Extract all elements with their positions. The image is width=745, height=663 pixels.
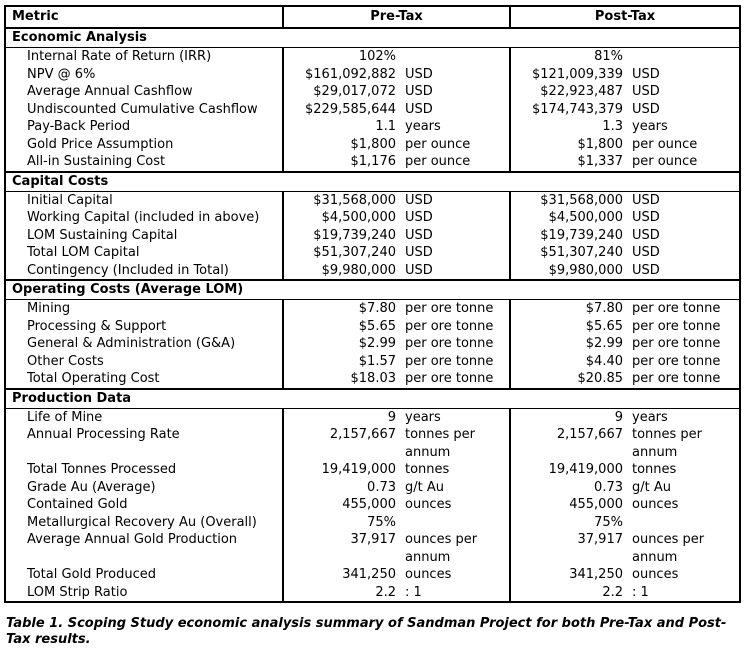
value-unit: tonnes xyxy=(405,462,450,477)
section-header: Capital Costs xyxy=(6,173,739,192)
table-row xyxy=(6,531,739,566)
value-number: 455,000 xyxy=(569,497,623,512)
metric-label: Working Capital (included in above) xyxy=(27,210,260,225)
post-tax-value xyxy=(509,209,739,227)
value-number: 9 xyxy=(614,409,623,425)
post-tax-value xyxy=(509,66,739,84)
value-unit: ounces xyxy=(405,567,452,582)
value-number: $1,800 xyxy=(350,136,396,152)
post-tax-value xyxy=(509,461,739,479)
metric-label: Gold Price Assumption xyxy=(27,136,174,152)
post-tax-value xyxy=(509,192,739,210)
value-unit: per ore tonne xyxy=(632,336,721,351)
pre-tax-value xyxy=(282,531,509,566)
metric-label: Life of Mine xyxy=(27,409,103,425)
value-unit: : 1 xyxy=(632,584,649,600)
post-tax-value xyxy=(509,300,739,318)
pre-tax-value xyxy=(282,209,509,227)
column-header-post-tax: Post-Tax xyxy=(509,7,739,27)
post-tax-value xyxy=(509,262,739,280)
value-unit: USD xyxy=(632,66,660,82)
value-unit: ounces xyxy=(632,497,679,512)
value-number: 341,250 xyxy=(342,567,396,582)
pre-tax-value xyxy=(282,192,509,210)
table-caption: Table 1. Scoping Study economic analysis summary of Sandman Project for both Pre-Tax and Post-Tax results. xyxy=(6,616,727,647)
pre-tax-value xyxy=(282,370,509,388)
pre-tax-value xyxy=(282,496,509,514)
value-number: 2.2 xyxy=(375,584,396,600)
pre-tax-value xyxy=(282,426,509,461)
value-number: 81% xyxy=(594,49,623,64)
pre-tax-value xyxy=(282,335,509,353)
post-tax-value xyxy=(509,244,739,262)
pre-tax-value xyxy=(282,262,509,280)
post-tax-value xyxy=(509,514,739,532)
post-tax-value xyxy=(509,566,739,584)
metric-label: Other Costs xyxy=(27,353,104,369)
post-tax-value xyxy=(509,153,739,171)
value-unit: USD xyxy=(632,101,660,117)
metric-label: Total LOM Capital xyxy=(27,245,140,260)
pre-tax-value xyxy=(282,461,509,479)
pre-tax-value xyxy=(282,83,509,101)
value-number: $4,500,000 xyxy=(548,210,623,225)
post-tax-value xyxy=(509,136,739,154)
table-row xyxy=(6,353,739,371)
value-number: $31,568,000 xyxy=(313,192,396,208)
value-number: 75% xyxy=(367,514,396,530)
post-tax-value xyxy=(509,48,739,66)
pre-tax-value xyxy=(282,514,509,532)
value-number: $5.65 xyxy=(358,318,396,334)
value-number: 19,419,000 xyxy=(321,462,396,477)
value-unit: USD xyxy=(405,192,433,208)
table-row xyxy=(6,514,739,532)
value-number: 455,000 xyxy=(342,497,396,512)
value-number: $29,017,072 xyxy=(313,84,396,99)
post-tax-value xyxy=(509,409,739,427)
metric-label: Annual Processing Rate xyxy=(27,427,180,442)
value-number: $20.85 xyxy=(577,371,623,386)
metric-label: LOM Sustaining Capital xyxy=(27,227,178,243)
section-header: Economic Analysis xyxy=(6,29,739,48)
table-row xyxy=(6,244,739,262)
value-number: $31,568,000 xyxy=(540,192,623,208)
value-number: 75% xyxy=(594,514,623,530)
section-operating-costs-average-lom xyxy=(6,279,739,388)
value-unit: per ore tonne xyxy=(632,371,721,386)
pre-tax-value xyxy=(282,353,509,371)
value-unit: USD xyxy=(405,210,433,225)
table-row xyxy=(6,136,739,154)
metric-label: Total Gold Produced xyxy=(27,567,157,582)
value-unit: : 1 xyxy=(405,584,422,600)
table-row xyxy=(6,370,739,388)
section-header: Production Data xyxy=(6,390,739,409)
value-number: $4.40 xyxy=(585,353,623,369)
value-unit: per ore tonne xyxy=(405,353,494,369)
section-header: Operating Costs (Average LOM) xyxy=(6,281,739,300)
column-header-metric: Metric xyxy=(12,9,59,24)
table-row xyxy=(6,101,739,119)
value-number: 0.73 xyxy=(594,479,623,495)
post-tax-value xyxy=(509,318,739,336)
post-tax-value xyxy=(509,496,739,514)
value-unit: tonnes per annum xyxy=(405,427,476,460)
table-row xyxy=(6,300,739,318)
value-number: $18.03 xyxy=(350,371,396,386)
post-tax-value xyxy=(509,479,739,497)
value-number: $9,980,000 xyxy=(548,262,623,278)
pre-tax-value xyxy=(282,300,509,318)
value-unit: ounces xyxy=(405,497,452,512)
value-number: 1.1 xyxy=(375,119,396,134)
value-unit: years xyxy=(405,409,441,425)
post-tax-value xyxy=(509,101,739,119)
metric-label: NPV @ 6% xyxy=(27,66,96,82)
section-production-data xyxy=(6,388,739,602)
pre-tax-value xyxy=(282,479,509,497)
metric-label: Internal Rate of Return (IRR) xyxy=(27,49,212,64)
table-row xyxy=(6,426,739,461)
value-number: $1.57 xyxy=(358,353,396,369)
pre-tax-value xyxy=(282,48,509,66)
value-number: $7.80 xyxy=(358,301,396,316)
value-number: $1,800 xyxy=(577,136,623,152)
value-number: $161,092,882 xyxy=(305,66,396,82)
value-number: 19,419,000 xyxy=(548,462,623,477)
metric-label: Processing & Support xyxy=(27,318,167,334)
table-row xyxy=(6,227,739,245)
economic-summary-table xyxy=(4,5,741,603)
table-row xyxy=(6,66,739,84)
value-unit: tonnes xyxy=(632,462,677,477)
value-number: $22,923,487 xyxy=(540,84,623,99)
post-tax-value xyxy=(509,584,739,602)
value-unit: per ore tonne xyxy=(632,301,721,316)
table-row xyxy=(6,566,739,584)
metric-label: Mining xyxy=(27,301,71,316)
value-unit: USD xyxy=(405,227,433,243)
metric-label: Contained Gold xyxy=(27,497,128,512)
post-tax-value xyxy=(509,370,739,388)
value-number: 1.3 xyxy=(602,119,623,134)
value-number: $19,739,240 xyxy=(540,227,623,243)
value-unit: USD xyxy=(405,101,433,117)
value-unit: per ounce xyxy=(632,154,698,169)
value-number: $121,009,339 xyxy=(532,66,623,82)
table-row xyxy=(6,262,739,280)
value-unit: per ore tonne xyxy=(632,353,721,369)
post-tax-value xyxy=(509,227,739,245)
metric-label: General & Administration (G&A) xyxy=(27,336,236,351)
metric-label: Pay-Back Period xyxy=(27,119,131,134)
value-unit: per ore tonne xyxy=(632,318,721,334)
value-number: 37,917 xyxy=(577,532,623,547)
value-number: 0.73 xyxy=(367,479,396,495)
value-number: 9 xyxy=(387,409,396,425)
metric-label: LOM Strip Ratio xyxy=(27,584,128,600)
pre-tax-value xyxy=(282,244,509,262)
value-unit: per ore tonne xyxy=(405,301,494,316)
value-number: $7.80 xyxy=(585,301,623,316)
table-row xyxy=(6,153,739,171)
value-unit: USD xyxy=(405,245,433,260)
post-tax-value xyxy=(509,118,739,136)
post-tax-value xyxy=(509,335,739,353)
value-number: 2.2 xyxy=(602,584,623,600)
table-row xyxy=(6,118,739,136)
pre-tax-value xyxy=(282,227,509,245)
value-number: $51,307,240 xyxy=(540,245,623,260)
value-number: $1,337 xyxy=(577,154,623,169)
pre-tax-value xyxy=(282,318,509,336)
post-tax-value xyxy=(509,83,739,101)
pre-tax-value xyxy=(282,566,509,584)
post-tax-value xyxy=(509,531,739,566)
value-unit: ounces xyxy=(632,567,679,582)
value-number: 2,157,667 xyxy=(329,427,396,442)
value-number: $19,739,240 xyxy=(313,227,396,243)
value-unit: per ore tonne xyxy=(405,336,494,351)
value-unit: USD xyxy=(632,245,660,260)
table-row xyxy=(6,496,739,514)
value-unit: ounces per annum xyxy=(405,532,478,565)
value-number: $2.99 xyxy=(585,336,623,351)
value-number: $2.99 xyxy=(358,336,396,351)
post-tax-value xyxy=(509,353,739,371)
metric-label: Undiscounted Cumulative Cashflow xyxy=(27,101,258,117)
table-header-row xyxy=(6,7,739,27)
column-header-pre-tax: Pre-Tax xyxy=(282,7,509,27)
value-unit: per ounce xyxy=(632,136,698,152)
metric-label: Total Operating Cost xyxy=(27,371,160,386)
pre-tax-value xyxy=(282,136,509,154)
pre-tax-value xyxy=(282,66,509,84)
value-unit: years xyxy=(632,409,668,425)
value-unit: years xyxy=(405,119,441,134)
value-number: 102% xyxy=(358,49,396,64)
post-tax-value xyxy=(509,426,739,461)
pre-tax-value xyxy=(282,584,509,602)
metric-label: Initial Capital xyxy=(27,192,113,208)
pre-tax-value xyxy=(282,118,509,136)
value-unit: per ore tonne xyxy=(405,318,494,334)
value-unit: USD xyxy=(632,210,660,225)
table-row xyxy=(6,584,739,602)
metric-label: Metallurgical Recovery Au (Overall) xyxy=(27,514,257,530)
table-row xyxy=(6,409,739,427)
section-capital-costs xyxy=(6,171,739,280)
metric-label: Average Annual Cashflow xyxy=(27,84,193,99)
page xyxy=(4,5,741,648)
value-number: 2,157,667 xyxy=(556,427,623,442)
table-row xyxy=(6,209,739,227)
pre-tax-value xyxy=(282,153,509,171)
value-unit: years xyxy=(632,119,668,134)
table-row xyxy=(6,83,739,101)
value-unit: ounces per annum xyxy=(632,532,705,565)
value-unit: per ore tonne xyxy=(405,371,494,386)
value-unit: USD xyxy=(405,262,433,278)
table-row xyxy=(6,335,739,353)
value-number: $4,500,000 xyxy=(321,210,396,225)
value-unit: tonnes per annum xyxy=(632,427,703,460)
metric-label: Total Tonnes Processed xyxy=(27,462,177,477)
value-unit: USD xyxy=(632,262,660,278)
table-row xyxy=(6,479,739,497)
value-number: 341,250 xyxy=(569,567,623,582)
pre-tax-value xyxy=(282,409,509,427)
value-unit: g/t Au xyxy=(632,479,671,495)
metric-label: All-in Sustaining Cost xyxy=(27,154,166,169)
value-unit: USD xyxy=(405,84,433,99)
value-number: $5.65 xyxy=(585,318,623,334)
table-row xyxy=(6,461,739,479)
value-number: $51,307,240 xyxy=(313,245,396,260)
value-unit: USD xyxy=(632,227,660,243)
value-unit: USD xyxy=(632,192,660,208)
value-number: 37,917 xyxy=(350,532,396,547)
value-unit: USD xyxy=(405,66,433,82)
metric-label: Average Annual Gold Production xyxy=(27,532,238,547)
metric-label: Grade Au (Average) xyxy=(27,479,156,495)
section-economic-analysis xyxy=(6,27,739,171)
table-row xyxy=(6,48,739,66)
pre-tax-value xyxy=(282,101,509,119)
value-unit: USD xyxy=(632,84,660,99)
table-row xyxy=(6,318,739,336)
value-number: $174,743,379 xyxy=(532,101,623,117)
value-number: $1,176 xyxy=(350,154,396,169)
table-row xyxy=(6,192,739,210)
value-unit: per ounce xyxy=(405,154,471,169)
value-unit: g/t Au xyxy=(405,479,444,495)
value-unit: per ounce xyxy=(405,136,471,152)
metric-label: Contingency (Included in Total) xyxy=(27,262,229,278)
value-number: $9,980,000 xyxy=(321,262,396,278)
value-number: $229,585,644 xyxy=(305,101,396,117)
table-body xyxy=(6,27,739,601)
